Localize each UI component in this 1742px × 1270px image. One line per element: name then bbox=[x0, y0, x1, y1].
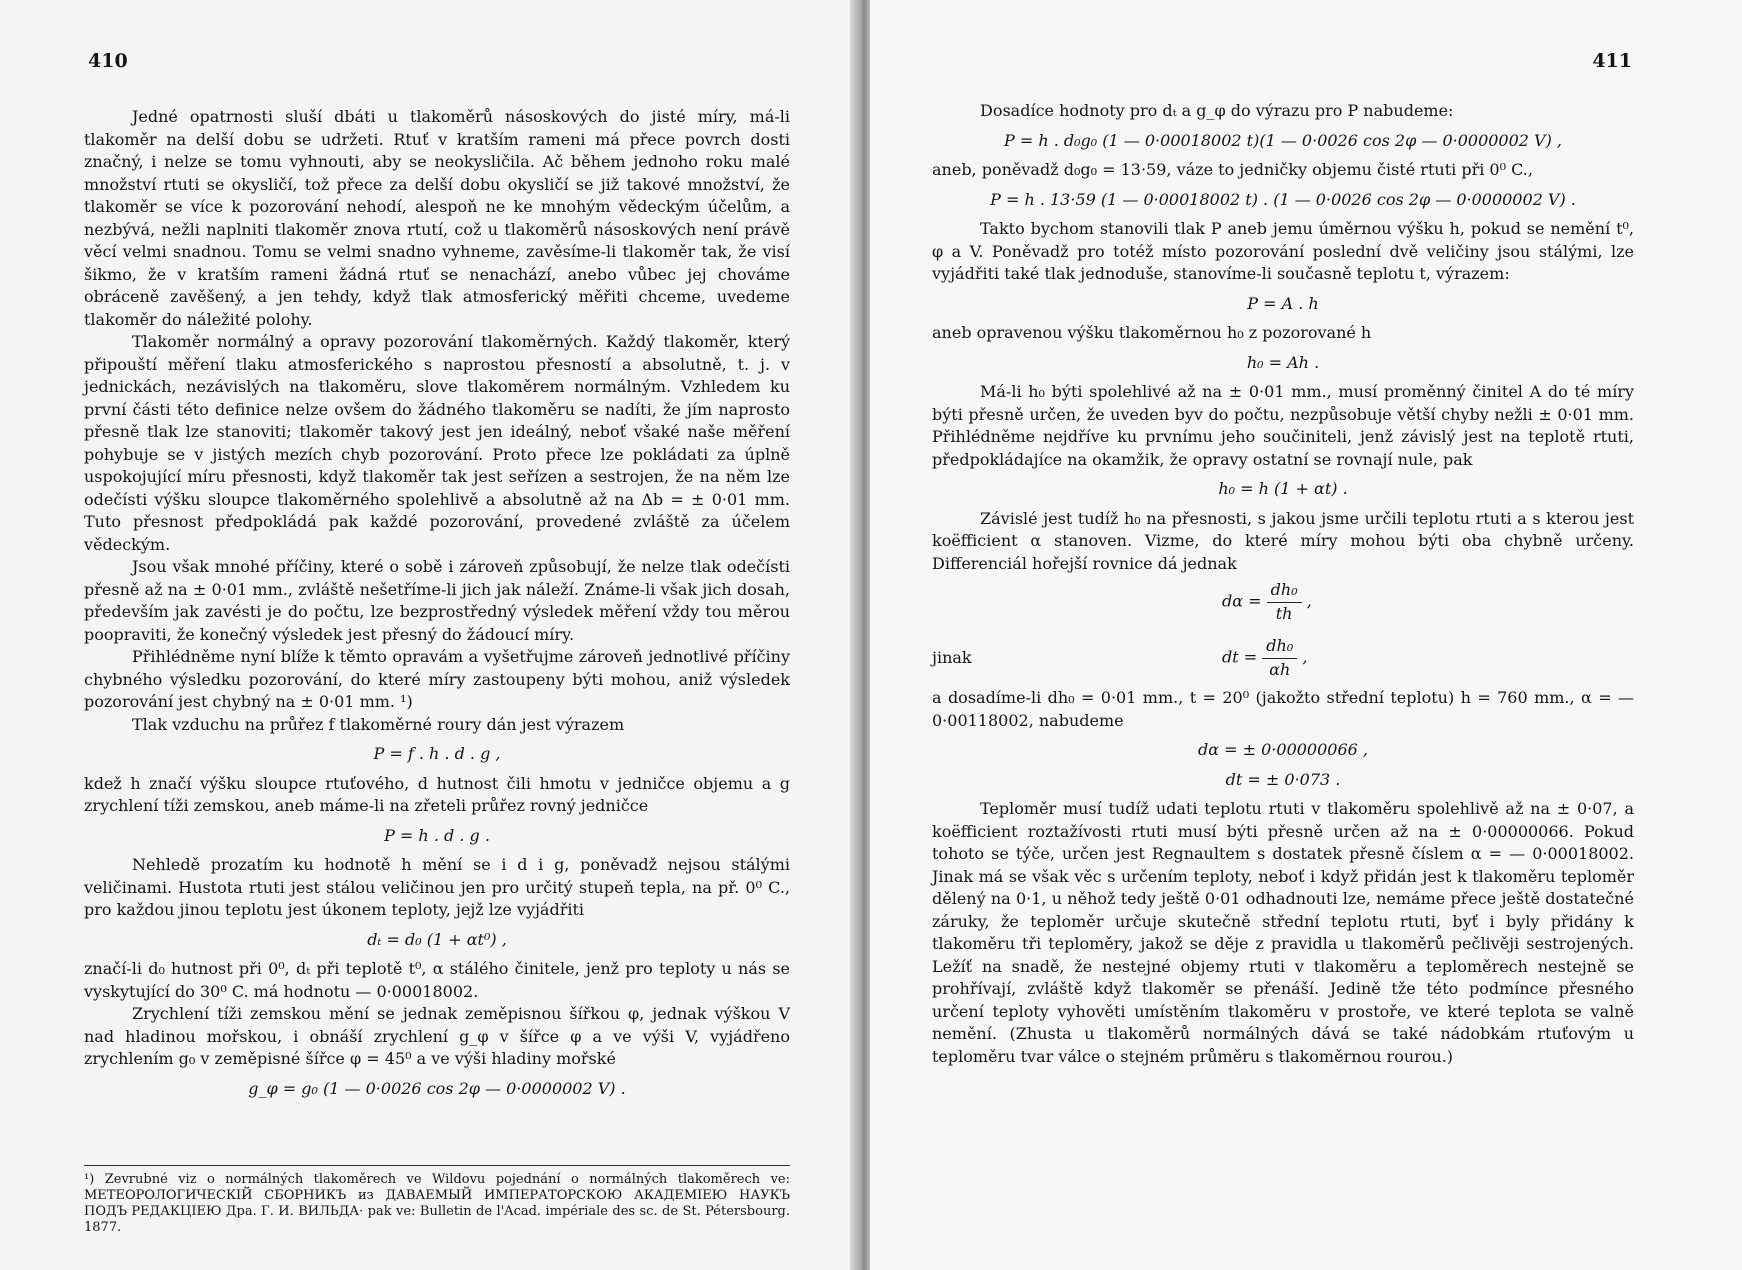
equation: dt = ± 0·073 . bbox=[1225, 769, 1341, 789]
fraction bbox=[1262, 635, 1297, 681]
fraction bbox=[1267, 579, 1302, 625]
paragraph: Zrychlení tíži zemskou mění se jednak zeměpisnou šířkou φ, jednak výškou V nad hladinou mořskou, i obnáší zrychlení g_φ v šířce φ a ve výši V, vyjádřeno zrychlením g₀ v zeměpisné šířce φ = 45⁰ a ve výši hladiny mořské bbox=[84, 1004, 790, 1068]
left-text-column bbox=[84, 106, 790, 1107]
equation: dα = ± 0·00000066 , bbox=[1198, 740, 1368, 759]
equation: P = f . h . d . g , bbox=[373, 744, 501, 763]
numerator: dh₀ bbox=[1262, 635, 1297, 659]
paragraph: Dosadíce hodnoty pro dₜ a g_φ do výrazu pro P nabudeme: bbox=[980, 101, 1454, 120]
paragraph: Nehledě prozatím ku hodnotě h mění se i d i g, poněvadž nejsou stálými veličinami. Hustota rtuti jest stálou veličinou jen pro určitý stupeň tepla, na př. 0⁰ C., pro každou jinou teplotu jest úkonem teploty, jejž lze vyjádřiti bbox=[84, 855, 790, 919]
left-page bbox=[0, 0, 860, 1270]
equation: P = h . d . g . bbox=[384, 825, 490, 845]
equation-tail: , bbox=[1302, 647, 1308, 667]
paragraph: Přihlédněme nyní blíže k těmto opravám a vyšetřujme zároveň jednotlivé příčiny chybného výsledku pozorování, do které míry zastoupeny býti mohou, aniž výsledek pozorování jest chybný na ± 0·01 mm. ¹) bbox=[84, 647, 790, 711]
paragraph: Takto bychom stanovili tlak P aneb jemu úměrnou výšku h, pokud se nemění t⁰, φ a V. Poněvadž pro totéž místo pozorování poslední dvě veličiny jsou stálými, lze vyjádřiti také tlak jednoduše, stanovíme-li současně teplotu t, výrazem: bbox=[932, 219, 1634, 283]
fraction-equation bbox=[932, 631, 1634, 687]
paragraph: kdež h značí výšku sloupce rtuťového, d hutnost čili hmotu v jedničce objemu a g zrychlení tíži zemskou, aneb máme-li na zřeteli průřez rovný jedničce bbox=[84, 773, 790, 815]
equation: h₀ = Ah . bbox=[1246, 352, 1320, 372]
equation-lhs: dt = bbox=[1222, 647, 1258, 667]
paragraph: značí-li d₀ hutnost při 0⁰, dₜ při teplotě t⁰, α stálého činitele, jenž pro teploty u nás se vyskytující do 30⁰ C. má hodnotu — 0·00018002. bbox=[84, 959, 790, 1001]
right-text-column bbox=[932, 100, 1634, 1068]
denominator: αh bbox=[1269, 659, 1291, 679]
denominator: th bbox=[1275, 603, 1293, 623]
equation: h₀ = h (1 + αt) . bbox=[1218, 479, 1348, 498]
equation-tail: , bbox=[1306, 591, 1312, 611]
paragraph: Teploměr musí tudíž udati teplotu rtuti v tlakoměru spolehlivě až na ± 0·07, a koëfficient roztažívosti rtuti musí býti přesně určen až na ± 0·00000066. Pokud tohoto se týče, určen jest Regnaultem s dostatek přesně číslem α = — 0·00018002. Jinak má se však věc s určením teploty, neboť i když přidán jest k tlakoměru teploměr dělený na 0·1, u něhož tedy ještě 0·01 odhadnouti lze, nemáme přece ještě dostatečné záruky, že teploměr určuje skutečně střední teplotu rtuti, byť i byly přidány k tlakoměru tři teploměry, jakož se děje z pravidla u tlakoměrů pečlivěji sestrojených. Ležíť na snadě, že nestejné objemy rtuti v tlakoměru a teploměrech nestejně se prohřívají, zvláště když tlakoměr se přenáší. Jedině tže této podmínce přesného určení teploty vyhověti umístěním tlakoměru v prostoře, ve které teplota se valně nemění. (Zhusta u tlakoměrů normálných dává se také nádobkám rtuťovým u teploměru tvar válce o stejném průměru s tlakoměrnou rourou.) bbox=[932, 799, 1634, 1066]
equation: dₜ = d₀ (1 + αt⁰) , bbox=[367, 929, 507, 949]
paragraph: Jsou však mnohé příčiny, které o sobě i zároveň způsobují, že nelze tlak odečísti přesně až na ± 0·01 mm., zvláště nešetříme-li jich jak náleží. Známe-li však jich dosah, především jak zavésti je do počtu, lze bezprostředný výsledek měření vždy tou měrou poopraviti, že konečný výsledek jest přesný do žádoucí míry. bbox=[84, 557, 790, 644]
fraction-equation bbox=[932, 575, 1634, 631]
page-number: 411 bbox=[1592, 50, 1632, 72]
equation: g_φ = g₀ (1 — 0·0026 cos 2φ — 0·0000002 V) . bbox=[248, 1078, 626, 1098]
equation: P = h . 13·59 (1 — 0·00018002 t) . (1 — 0·0026 cos 2φ — 0·0000002 V) . bbox=[990, 189, 1576, 209]
equation-lhs: dα = bbox=[1222, 591, 1262, 611]
paragraph: Jedné opatrnosti sluší dbáti u tlakoměrů násoskových do jisté míry, má-li tlakoměr na delší dobu se udržeti. Rtuť v kratším rameni má přece povrch dosti značný, i nelze se tomu vyhnouti, aby se neokysličila. Ač během jednoho roku malé množství rtuti se okysličí, tož přece za delší dobu okysličí se již takové množství, že tlakoměr se více k pozorování nehodí, alespoň ne ke mnohým vědeckým účelům, a nezbývá, nežli naplniti tlakoměr znova rtutí, což u tlakoměrů násoskových není právě věcí velmi snadnou. Tomu se velmi snadno vyhneme, zavěsíme-li tlakoměr tak, že visí šikmo, že v kratším rameni žádná rtuť se nenachází, anebo vůbec jej chováme obráceně zavěšený, a jen tehdy, když tlak atmosferický měřiti chceme, uvedeme tlakoměr do náležité polohy. bbox=[84, 107, 790, 329]
paragraph: aneb, poněvadž d₀g₀ = 13·59, váze to jedničky objemu čisté rtuti při 0⁰ C., bbox=[932, 160, 1533, 179]
numerator: dh₀ bbox=[1267, 579, 1302, 603]
footnote: ¹) Zevrubné viz o normálných tlakoměrech ve Wildovu pojednání o normálných tlakoměrech ve: МЕТЕОРОЛОГИЧЕСКІЙ СБОРНИКЪ из ДАВАЕМЫЙ ИМПЕРАТОРСКОЮ АКАДЕМІЕЮ НАУКЪ ПОДЪ РЕДАКЦІЕЮ Дра. Г. И. ВИЛЬДА· pak ve: Bulletin de l'Acad. impériale des sc. de St. Pétersbourg. 1877. bbox=[84, 1165, 790, 1236]
paragraph: Tlakoměr normálný a opravy pozorování tlakoměrných. Každý tlakoměr, který připouští měření tlaku atmosferického s naprostou přesností a absolutně, t. j. v jednickách, nezávislých na tlakoměru, slove tlakoměrem normálným. Vzhledem ku první části této definice nelze ovšem do žádného tlakoměru se nadíti, že jím naprosto přesně tlak lze stanoviti; tlakoměr takový jest jen ideálný, neboť všaké naše měření pohybuje se v jistých mezích chyb pozorování. Proto přece lze pokládati za úplně uspokojující míru přesnosti, když tlakoměr tak jest seřízen a sestrojen, že na něm lze odečísti výšku sloupce tlakoměrného spolehlivě a absolutně až na Δb = ± 0·01 mm. Tuto přesnost předpokládá pak každé pozorování, provedené zvláště za účelem vědeckým. bbox=[84, 332, 790, 554]
paragraph: aneb opravenou výšku tlakoměrnou h₀ z pozorované h bbox=[932, 323, 1372, 342]
right-page bbox=[870, 0, 1742, 1270]
paragraph: Má-li h₀ býti spolehlivé až na ± 0·01 mm., musí proměnný činitel A do té míry býti přesně určen, že uveden byv do počtu, nezpůsobuje větší chyby nežli ± 0·01 mm. Přihlédněme nejdříve ku prvnímu jeho součiniteli, jenž závislý jest na teplotě rtuti, předpokládajíce na okamžik, že opravy ostatní se rovnají nule, pak bbox=[932, 382, 1634, 469]
page-number: 410 bbox=[88, 50, 128, 72]
equation: P = A . h bbox=[1247, 293, 1319, 313]
paragraph: Závislé jest tudíž h₀ na přesnosti, s jakou jsme určili teplotu rtuti a s kterou jest koëfficient α stanoven. Vizme, do které míry mohou býti oba chybně určeny. Differenciál hořejší rovnice dá jednak bbox=[932, 508, 1634, 573]
paragraph: a dosadíme-li dh₀ = 0·01 mm., t = 20⁰ (jakožto střední teplotu) h = 760 mm., α = — 0·00118002, nabudeme bbox=[932, 688, 1634, 730]
paragraph: Tlak vzduchu na průřez f tlakoměrné roury dán jest výrazem bbox=[132, 714, 625, 734]
equation: P = h . d₀g₀ (1 — 0·00018002 t)(1 — 0·0026 cos 2φ — 0·0000002 V) , bbox=[1003, 130, 1563, 150]
jinak-label: jinak bbox=[932, 648, 972, 667]
